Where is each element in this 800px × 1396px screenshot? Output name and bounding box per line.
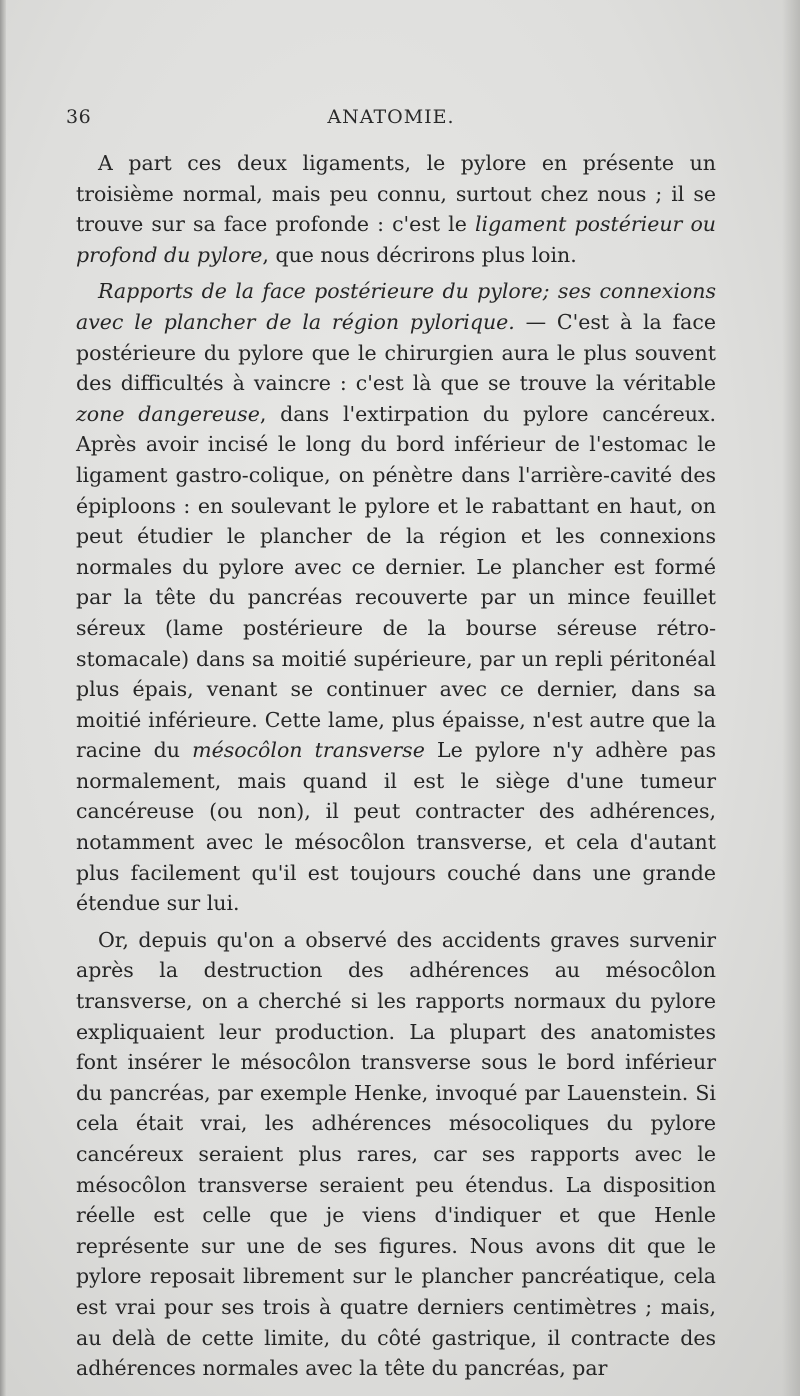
paragraph	[76, 925, 716, 1384]
page-right-edge-shadow	[782, 0, 800, 1396]
italic-text: Rapports de la face postérieure du pylore; ses connexions avec le plancher de la région pylorique.	[76, 279, 716, 334]
body-text	[76, 148, 716, 1384]
italic-text: zone dangereuse	[76, 401, 260, 426]
text-segment: — C'est à la face postérieure du pylore que le chirurgien aura le plus souvent des difficultés à vaincre : c'est là que se trouve la véritable	[76, 309, 716, 396]
text-segment: , que nous décrirons plus loin.	[262, 242, 577, 267]
page-number: 36	[66, 106, 92, 128]
italic-text: ligament postérieur ou profond du pylore	[76, 212, 716, 267]
italic-text: mésocôlon transverse	[192, 738, 425, 763]
text-segment: Or, depuis qu'on a observé des accidents graves survenir après la destruction des adhérences au mésocôlon transverse, on a cherché si les rapports normaux du pylore expliquaient leur production. La plupart des anatomistes font insérer le mésocôlon transverse sous le bord inférieur du pancréas, par exemple Henke, invoqué par Lauenstein. Si cela était vrai, les adhérences mésocoliques du pylore cancéreux seraient plus rares, car ses rapports avec le mésocôlon transverse seraient peu étendus. La disposition réelle est celle que je viens d'indiquer et que Henle représente sur une de ses figures. Nous avons dit que le pylore reposait librement sur le plancher pancréatique, cela est vrai pour ses trois à quatre derniers centimètres ; mais, au delà de cette limite, du côté gastrique, il contracte des adhérences normales avec la tête du pancréas, par	[76, 927, 716, 1381]
page-left-edge-shadow	[0, 0, 6, 1396]
text-segment: Le pylore n'y adhère pas normalement, mais quand il est le siège d'une tumeur cancéreuse (ou non), il peut contracter des adhérences, notamment avec le mésocôlon transverse, et cela d'autant plus facilement qu'il est toujours couché dans une grande étendue sur lui.	[76, 738, 716, 916]
running-head: ANATOMIE.	[327, 106, 455, 128]
paragraph	[76, 276, 716, 918]
page-header	[66, 106, 716, 136]
paragraph	[76, 148, 716, 270]
text-segment: A part ces deux ligaments, le pylore en présente un troisième normal, mais peu connu, surtout chez nous ; il se trouve sur sa face profonde : c'est le	[76, 151, 716, 237]
text-segment: , dans l'extirpation du pylore cancéreux. Après avoir incisé le long du bord inférieur de l'estomac le ligament gastro-colique, on pénètre dans l'arrière-cavité des épiploons : en soulevant le pylore et le rabattant en haut, on peut étudier le plancher de la région et les connexions normales du pylore avec ce dernier. Le plancher est formé par la tête du pancréas recouverte par un mince feuillet séreux (lame postérieure de la bourse séreuse rétro-stomacale) dans sa moitié supérieure, par un repli péritonéal plus épais, venant se continuer avec ce dernier, dans sa moitié inférieure. Cette lame, plus épaisse, n'est autre que la racine du	[76, 401, 717, 763]
